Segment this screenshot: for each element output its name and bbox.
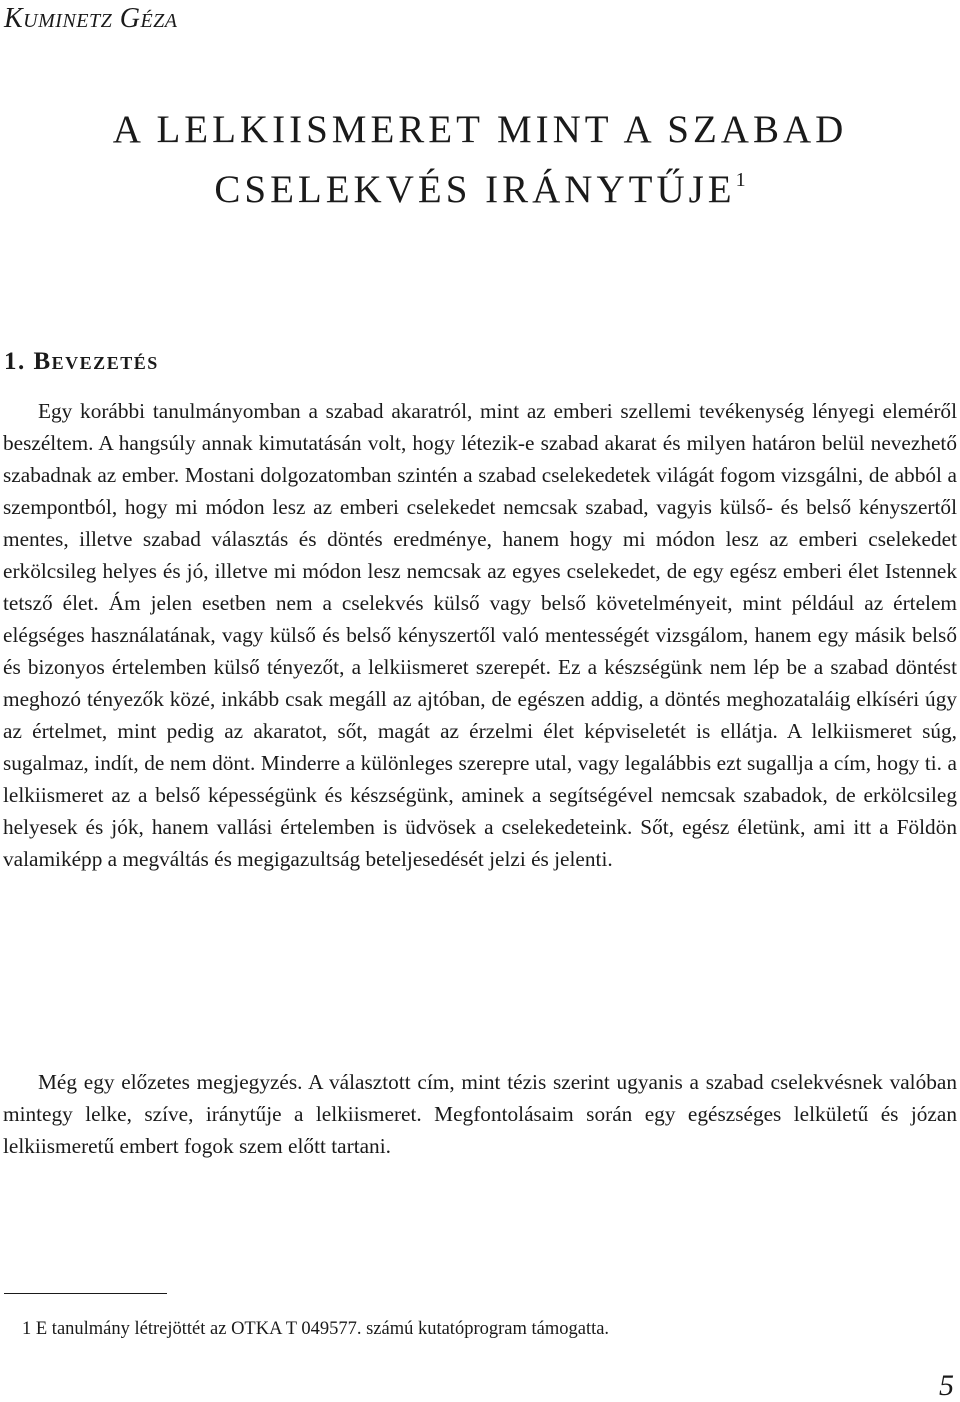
body-paragraph-2-block <box>3 1066 957 1162</box>
body-paragraph: Még egy előzetes megjegyzés. A választott cím, mint tézis szerint ugyanis a szabad cselekvésnek valóban mintegy lelke, szíve, iránytűje a lelkiismeret. Megfontolásaim során egy egészséges lelkületű és józan lelkiismeretű embert fogok szem előtt tartani. <box>3 1070 957 1158</box>
article-title-line-1 <box>0 106 960 154</box>
article-title-line-2 <box>0 166 960 214</box>
page-number: 5 <box>939 1369 954 1402</box>
footnote-separator <box>4 1293 167 1294</box>
author-name: Kuminetz Géza <box>4 3 178 34</box>
body-paragraph: Egy korábbi tanulmányomban a szabad akaratról, mint az emberi szellemi tevékenység lényegi eleméről beszéltem. A hangsúly annak kimutatásán volt, hogy létezik-e szabad akarat és milyen határon belül nevezhető szabadnak az ember. Mostani dolgozatomban szintén a szabad cselekedetek világát fogom vizsgálni, de abból a szempontból, hogy mi módon lesz az emberi cselekedet nemcsak szabad, vagyis külső- és belső kényszertől mentes, illetve szabad választás és döntés eredménye, hanem hogy mi módon lesz az emberi cselekedet erkölcsileg helyes és jó, illetve mi módon lesz nemcsak az egyes cselekedet, de egy egész emberi élet Istennek tetsző élet. Ám jelen esetben nem a cselekvés külső vagy belső követelményeit, mint például az értelem elégséges használatának, vagy külső és belső kényszertől való mentességét vizsgálom, hanem egy másik belső és bizonyos értelemben külső tényezőt, a lelkiismeret szerepét. Ez a készségünk nem lép be a szabad döntést meghozó tényezők közé, inkább csak megáll az ajtóban, de egészen addig, a döntés meghozataláig elkíséri úgy az értelmet, mint pedig az akaratot, sőt, magát az érzelmi élet képviseletét is ellátja. A lelkiismeret súg, sugalmaz, indít, de nem dönt. Minderre a különleges szerepre utal, vagy legalábbis ezt sugallja a cím, hogy ti. a lelkiismeret az a belső képességünk és készségünk, aminek a segítségével nemcsak szabadok, de erkölcsileg helyesek és jók, hanem vallási értelemben is üdvösek a cselekedeteink. Sőt, egész életünk, ami itt a Földön valamiképp a megváltás és megigazultság beteljesedését jelzi és jelenti. <box>3 399 957 871</box>
title-line-2-text: CSELEKVÉS IRÁNYTŰJE <box>214 168 736 211</box>
title-footnote-marker: 1 <box>735 169 746 191</box>
title-line-1-text: A LELKIISMERET MINT A SZABAD <box>112 108 848 151</box>
body-paragraph-1-block <box>3 395 957 875</box>
section-heading: 1. Bevezetés <box>4 348 159 375</box>
footnote: 1 E tanulmány létrejöttét az OTKA T 049577. számú kutatóprogram támogatta. <box>22 1319 610 1339</box>
